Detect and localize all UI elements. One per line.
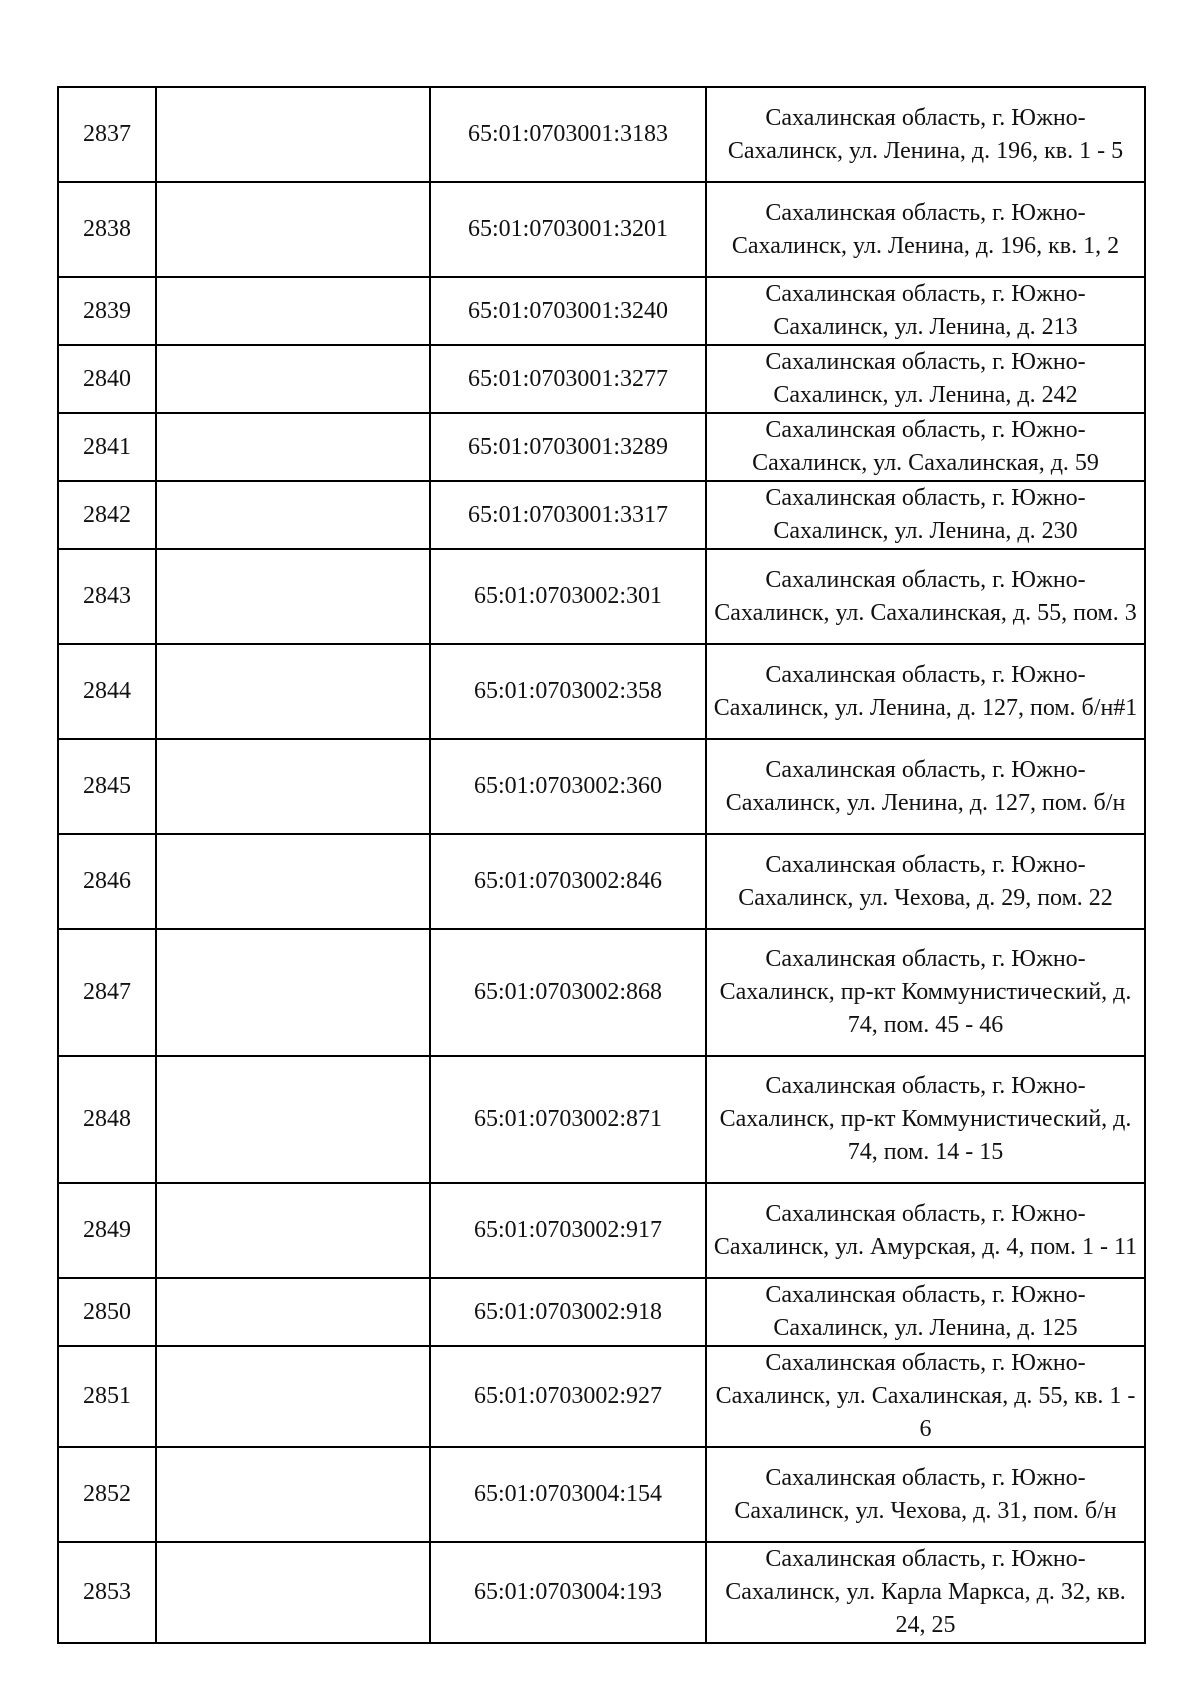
table-row: [58, 1447, 1145, 1542]
row-number: 2848: [58, 1056, 156, 1183]
object-name: [156, 929, 430, 1056]
row-number: 2839: [58, 277, 156, 345]
row-number: 2842: [58, 481, 156, 549]
row-number: 2840: [58, 345, 156, 413]
object-address: Сахалинская область, г. Южно-Сахалинск, пр-кт Коммунистический, д. 74, пом. 14 - 15: [706, 1056, 1145, 1183]
object-address: Сахалинская область, г. Южно-Сахалинск, ул. Ленина, д. 196, кв. 1, 2: [706, 182, 1145, 277]
table-row: [58, 739, 1145, 834]
property-registry-table: [57, 86, 1146, 1644]
object-name: [156, 834, 430, 929]
cadastral-number: 65:01:0703001:3183: [430, 87, 706, 182]
table-row: [58, 1183, 1145, 1278]
cadastral-number: 65:01:0703004:154: [430, 1447, 706, 1542]
object-address: Сахалинская область, г. Южно-Сахалинск, ул. Ленина, д. 242: [706, 345, 1145, 413]
table-row: [58, 345, 1145, 413]
table-row: [58, 644, 1145, 739]
row-number: 2844: [58, 644, 156, 739]
table-row: [58, 87, 1145, 182]
cadastral-number: 65:01:0703002:871: [430, 1056, 706, 1183]
table-row: [58, 1542, 1145, 1643]
object-name: [156, 549, 430, 644]
object-address: Сахалинская область, г. Южно-Сахалинск, ул. Карла Маркса, д. 32, кв. 24, 25: [706, 1542, 1145, 1643]
cadastral-number: 65:01:0703004:193: [430, 1542, 706, 1643]
object-address: Сахалинская область, г. Южно-Сахалинск, ул. Сахалинская, д. 55, кв. 1 - 6: [706, 1346, 1145, 1447]
table-row: [58, 834, 1145, 929]
object-name: [156, 1278, 430, 1346]
object-name: [156, 1346, 430, 1447]
cadastral-number: 65:01:0703002:358: [430, 644, 706, 739]
cadastral-number: 65:01:0703001:3277: [430, 345, 706, 413]
object-name: [156, 1056, 430, 1183]
row-number: 2838: [58, 182, 156, 277]
row-number: 2843: [58, 549, 156, 644]
row-number: 2851: [58, 1346, 156, 1447]
object-address: Сахалинская область, г. Южно-Сахалинск, ул. Чехова, д. 31, пом. б/н: [706, 1447, 1145, 1542]
table-row: [58, 481, 1145, 549]
object-address: Сахалинская область, г. Южно-Сахалинск, ул. Ленина, д. 125: [706, 1278, 1145, 1346]
object-address: Сахалинская область, г. Южно-Сахалинск, ул. Сахалинская, д. 55, пом. 3: [706, 549, 1145, 644]
cadastral-number: 65:01:0703002:846: [430, 834, 706, 929]
row-number: 2845: [58, 739, 156, 834]
object-address: Сахалинская область, г. Южно-Сахалинск, ул. Амурская, д. 4, пом. 1 - 11: [706, 1183, 1145, 1278]
object-address: Сахалинская область, г. Южно-Сахалинск, ул. Ленина, д. 127, пом. б/н#1: [706, 644, 1145, 739]
table-row: [58, 182, 1145, 277]
cadastral-number: 65:01:0703001:3201: [430, 182, 706, 277]
object-address: Сахалинская область, г. Южно-Сахалинск, ул. Ленина, д. 213: [706, 277, 1145, 345]
table-row: [58, 413, 1145, 481]
object-name: [156, 277, 430, 345]
cadastral-number: 65:01:0703002:301: [430, 549, 706, 644]
object-name: [156, 739, 430, 834]
object-name: [156, 1183, 430, 1278]
object-address: Сахалинская область, г. Южно-Сахалинск, ул. Ленина, д. 196, кв. 1 - 5: [706, 87, 1145, 182]
object-name: [156, 481, 430, 549]
table-row: [58, 1056, 1145, 1183]
row-number: 2837: [58, 87, 156, 182]
row-number: 2853: [58, 1542, 156, 1643]
object-address: Сахалинская область, г. Южно-Сахалинск, ул. Чехова, д. 29, пом. 22: [706, 834, 1145, 929]
row-number: 2841: [58, 413, 156, 481]
table-row: [58, 277, 1145, 345]
object-name: [156, 87, 430, 182]
object-address: Сахалинская область, г. Южно-Сахалинск, ул. Сахалинская, д. 59: [706, 413, 1145, 481]
row-number: 2847: [58, 929, 156, 1056]
cadastral-number: 65:01:0703002:360: [430, 739, 706, 834]
object-name: [156, 182, 430, 277]
object-address: Сахалинская область, г. Южно-Сахалинск, ул. Ленина, д. 127, пом. б/н: [706, 739, 1145, 834]
cadastral-number: 65:01:0703002:918: [430, 1278, 706, 1346]
row-number: 2849: [58, 1183, 156, 1278]
row-number: 2852: [58, 1447, 156, 1542]
table-row: [58, 1346, 1145, 1447]
cadastral-number: 65:01:0703001:3317: [430, 481, 706, 549]
object-name: [156, 644, 430, 739]
cadastral-number: 65:01:0703001:3289: [430, 413, 706, 481]
object-name: [156, 1542, 430, 1643]
cadastral-number: 65:01:0703002:917: [430, 1183, 706, 1278]
object-address: Сахалинская область, г. Южно-Сахалинск, пр-кт Коммунистический, д. 74, пом. 45 - 46: [706, 929, 1145, 1056]
row-number: 2850: [58, 1278, 156, 1346]
object-name: [156, 1447, 430, 1542]
table-row: [58, 929, 1145, 1056]
cadastral-number: 65:01:0703002:927: [430, 1346, 706, 1447]
cadastral-number: 65:01:0703001:3240: [430, 277, 706, 345]
table-row: [58, 1278, 1145, 1346]
object-name: [156, 413, 430, 481]
row-number: 2846: [58, 834, 156, 929]
object-address: Сахалинская область, г. Южно-Сахалинск, ул. Ленина, д. 230: [706, 481, 1145, 549]
cadastral-number: 65:01:0703002:868: [430, 929, 706, 1056]
table-row: [58, 549, 1145, 644]
object-name: [156, 345, 430, 413]
